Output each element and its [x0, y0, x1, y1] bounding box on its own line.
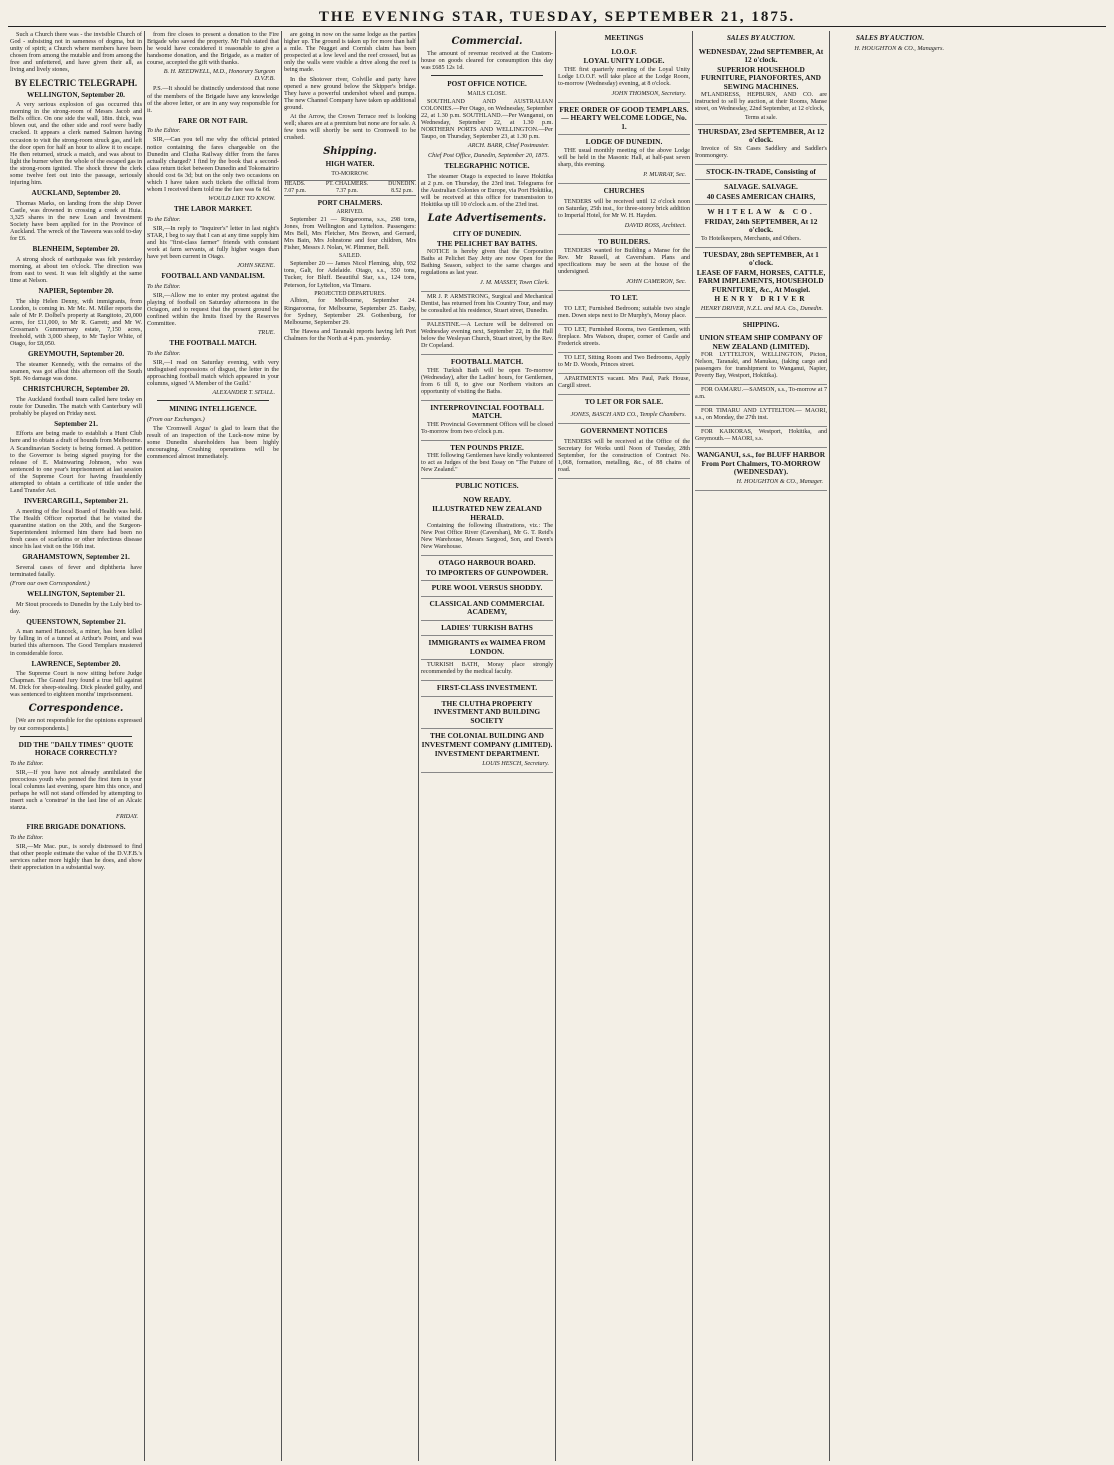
column-3: [282, 31, 419, 1461]
correspondent-note: (From our own Correspondent.): [10, 579, 90, 587]
advert-text: FOR LYTTELTON, WELLINGTON, Picton, Nelson, Taranaki, and Manukau, (taking cargo and passengers for transhipment to Wanganui, Napier, Poverty Bay, Westport, Hokitika).: [695, 352, 827, 380]
advert-heading: LEASE OF FARM, HORSES, CATTLE, FARM IMPLEMENTS, HOUSEHOLD FURNITURE, &c., At Mosgiel.: [696, 267, 826, 294]
news-item: A very serious explosion of gas occurred this morning in the strong-room of Messrs Jacob and Bell's office. On one side the wall, 18in. thick, was blown out, and the other side and roof were badly cracked. It appears a clerk named Salmon having occasion to visit the strong-room struck gas, and left the door open for half an hour to allow it to escape. He then returned, struck a match, and was about to light the burner when the whole of the escaped gas in the strong-room ignited. The shock threw the clerk some twelve feet out into the passage, seriously injuring him.: [10, 101, 142, 187]
meetings-heading: MEETINGS: [604, 34, 644, 42]
advert: [421, 697, 553, 730]
advert-heading: STOCK-IN-TRADE, Consisting of: [706, 166, 816, 176]
advert: [421, 660, 553, 681]
advert-heading: LOYAL UNITY LODGE.: [583, 56, 665, 65]
letter-signature: WOULD LIKE TO KNOW.: [208, 195, 275, 203]
arrivals-text: September 21 — Ringarooma, s.s., 298 tons, Jones, from Wellington and Lyttelton. Passengers: Mrs Bell, Mrs Fletcher, Mrs Brown, and Gerrard, Mrs Bain, Mrs Johnstone and four children, Mrs Fisher, Messrs J. Nolan, W. Plimmer, Bell.: [284, 216, 416, 252]
advert: [695, 427, 827, 448]
advert: [695, 448, 827, 491]
advert: [421, 597, 553, 621]
shipping-heading: SHIPPING.: [742, 320, 780, 329]
advert: [558, 325, 690, 353]
column-7: [830, 31, 950, 1461]
advert-signature: H. HOUGHTON & CO., Managers.: [854, 44, 944, 52]
news-item: A meeting of the local Board of Health was held. The Health Officer reported that he visited the quarantine station on the 20th, and the Surgeon-Superintendent informed him there had been no fresh cases of scarlatina or other infectious disease since his last visit on the 16th inst.: [10, 507, 142, 551]
tide-table: [284, 180, 416, 196]
news-item: Thomas Marks, on landing from the ship Dover Castle, was drowned in crossing a creek at Huia. 3,325 shares in the new Loan and Investment Society have been applied for in the Province of Auckland. The wreck of the Taweera was sold to-day for £6.: [10, 199, 142, 243]
advert-heading: WANGANUI, s.s., for BLUFF HARBOR From Port Chalmers, TO-MORROW (WEDNESDAY).: [696, 450, 826, 477]
advert-text: PALESTINE.—A Lecture will be delivered on Wednesday evening next, September 22, in the Hall below the Wesleyan Church, Stuart street, by the Rev. Dr Copeland.: [421, 322, 553, 350]
advert: [558, 304, 690, 325]
advert-heading: TUESDAY, 28th SEPTEMBER, At 1 o'clock.: [703, 249, 819, 268]
letter-body: SIR,—Mr Mac. pur., is sorely distressed to find that other people estimate the value of the D.V.F.B.'s services rather more highly than he does, and show their appreciation in a substantial way.: [10, 842, 142, 872]
advert-text: THE following Gentlemen have kindly volunteered to act as Judges of the best Essay on "The Future of New Zealand.": [421, 453, 553, 474]
telegraph-notice-text: The steamer Otago is expected to leave Hokitika at 2 p.m. on Thursday, the 23rd inst. Telegrams for the Australian Colonies or Europe, via Port Hokitika, will be received at this office for transmission to Hokitika up till 10 o'clock a.m. of the 23rd inst.: [421, 172, 553, 209]
advert-text: FOR TIMARU AND LYTTELTON.— MAORI, s.s., on Monday, the 27th inst.: [695, 408, 827, 422]
advert: [695, 125, 827, 165]
advert: [695, 205, 827, 248]
correspondence-disclaimer: [We are not responsible for the opinions expressed by our correspondents.]: [10, 717, 142, 732]
mining-body: At the Arrow, the Crown Terrace reef is looking well; shares are at a premium but none are for sale. A few tons will shortly be sent to Cromwell to be crushed.: [284, 113, 416, 142]
advert-signature: JONES, BASCH AND CO., Temple Chambers.: [570, 410, 686, 418]
news-item: The Auckland football team called here today en route for Dunedin. The match with Canterbury will probably be played on Friday next.: [10, 395, 142, 417]
letter-salutation: To the Editor.: [147, 127, 181, 135]
advert-signature: HENRY DRIVER, N.Z.L. and M.A. Co., Dunedin.: [700, 304, 823, 312]
advert: [421, 681, 553, 697]
section-heading-late-ads: Late Advertisements.: [427, 213, 547, 225]
projected-label: PROJECTED DEPARTURES.: [314, 290, 386, 297]
tide-cell: HEADS. 7.07 p.m.: [284, 180, 306, 194]
letter-title: DID THE "DAILY TIMES" QUOTE HORACE CORRECTLY?: [18, 740, 134, 758]
letter-title: FARE OR NOT FAIR.: [178, 116, 248, 125]
news-item: Several cases of fever and diphtheria have terminated fatally.: [10, 563, 142, 578]
divider: [20, 736, 132, 737]
letter-postscript: P.S.—It should be distinctly understood that none of the members of the Brigade have any knowledge of the above letter, or are in any way responsible for it.: [147, 85, 279, 114]
letter-salutation: To the Editor.: [10, 833, 44, 841]
advert: [695, 385, 827, 406]
advert-text: THE Turkish Bath will be open To-morrow (Wednesday), after the Ladies' hours, for Gentlemen, from 6 till 8, to give our Northern visitors an opportunity of visiting the Baths.: [421, 367, 553, 395]
letter-title: THE LABOR MARKET.: [174, 205, 252, 214]
letter-body: SIR,—If you have not already annihilated the precocious youth who penned the first item in your local columns last evening, spare him this once, and perhaps he will not stand offended by attempting to insert such a 'construe' in the last line of an Alcaic stanza.: [10, 768, 142, 812]
high-water-heading: HIGH WATER.: [325, 160, 375, 169]
advert-heading: WEDNESDAY, 22nd SEPTEMBER, At 12 o'clock.: [698, 46, 824, 64]
column-2: [145, 31, 282, 1461]
advert-signature: LOUIS HESCH, Secretary.: [482, 759, 549, 767]
advert-heading: 40 CASES AMERICAN CHAIRS,: [706, 191, 816, 201]
advert-heading: TO BUILDERS.: [597, 237, 651, 246]
advert-heading: ILLUSTRATED NEW ZEALAND HERALD.: [432, 504, 542, 522]
tide-cell: PT. CHALMERS. 7.37 p.m.: [325, 180, 369, 194]
to-let-heading: TO LET.: [610, 293, 638, 302]
arrived-label: ARRIVED.: [336, 209, 364, 216]
letter-title: THE FOOTBALL MATCH.: [169, 339, 257, 348]
section-heading-mining: MINING INTELLIGENCE.: [169, 405, 257, 414]
port-heading: PORT CHALMERS.: [317, 198, 383, 207]
advert: [558, 374, 690, 395]
advert-text: NOTICE is hereby given that the Corporation Baths at Pelichet Bay Jetty are now Open for the Bathing Season, subject to the same charges and regulations as last year.: [421, 249, 553, 277]
lead-text: Such a Church there was - the invisible Church of God - subsisting not in sameness of dogma, but in unity of spirit; a Church where members have been chosen from among the mutable and from among the free and unfettered, and have given their all, as living and lively stones,: [10, 31, 142, 74]
advert-heading: PURE WOOL VERSUS SHODDY.: [431, 583, 543, 593]
news-item: The Supreme Court is now sitting before Judge Chapman. The Grand Jury found a true bill against M. Dick for sheep-stealing. Dick pleaded guilty, and was sentenced to eighteen months' imprisonment.: [10, 670, 142, 699]
advert-heading: LADIES' TURKISH BATHS: [441, 622, 533, 632]
dateline: September 21.: [54, 419, 98, 428]
advert: [695, 45, 827, 125]
section-heading-commercial: Commercial.: [451, 36, 523, 47]
advert-text: M'LANDRESS, HEPBURN, AND CO. are instructed to sell by auction, at their Rooms, Manse street, on Wednesday, 22nd September, at 12 o'clock,: [695, 92, 827, 112]
advert-heading: INVESTMENT DEPARTMENT.: [434, 749, 540, 759]
news-item: The ship Helen Denny, with immigrants, from London, is coming in. Mr Mc. M. Miller reports the sale of Mr P. Dolbel's property at Rangitoto, 20,000 acres, for £11,000, to Mr R. Garrett; and Mr W. Crossman's Gummernary estate, 7,150 acres, freehold, with 3,000 sheep, to Mr Taylor White, of Otago, for £8,050.: [10, 297, 142, 348]
advert-signature: DAVID ROSS, Architect.: [624, 222, 686, 229]
advert: [695, 406, 827, 427]
letter-body: SIR,—Can you tell me why the official printed notice containing the fares chargeable on the Dunedin and Clutha Railway differ from the fares actually charged? I find by the book that a second-class return ticket between Dunedin and Tokomairiro should cost 6s 3d; but on the only two occasions on which I have taken such tickets the official from whom I received them told me the fare was 6s 6d.: [147, 136, 279, 194]
letter-body: from fire closes to present a donation to the Fire Brigade who saved the property. Mr Fish stated that he would have considered it reasonable to give a handsome donation, and the Brigade, as a matter of course, accepted the gift with thanks.: [147, 31, 279, 67]
advert: [558, 45, 690, 103]
advert-heading: SALVAGE. SALVAGE.: [724, 182, 798, 192]
dateline: BLENHEIM, September 20.: [32, 245, 120, 254]
advert-terms: Terms at sale.: [745, 115, 777, 121]
to-let-or-sale-heading: TO LET OR FOR SALE.: [584, 398, 664, 406]
advert-signature: P. MURRAY, Sec.: [643, 170, 686, 178]
advert-signature: J. M. MASSEY, Town Clerk.: [480, 279, 549, 287]
news-item: A man named Hancock, a miner, has been killed by falling in of a tunnel at Arthur's Point, and was buried this afternoon. The Good Templars mustered in considerable force.: [10, 628, 142, 657]
advert-heading: THE CLUTHA PROPERTY INVESTMENT AND BUILDING SOCIETY: [433, 698, 541, 725]
tomorrow-label: TO-MORROW.: [331, 170, 369, 177]
letter-body: SIR,—In reply to "Inquirer's" letter in last night's STAR, I beg to say that I can at any time supply him and his "first-class farmer" friends with constant work at farm servants, at fully higher wages than have yet been current in Otago.: [147, 224, 279, 261]
advert-text: APARTMENTS vacant. Mrs Paul, Park House, Cargill street.: [558, 376, 690, 389]
column-5: [556, 31, 693, 1461]
dateline: WELLINGTON, September 21.: [27, 590, 125, 599]
section-heading-shipping: Shipping.: [323, 146, 377, 158]
advert: [421, 729, 553, 773]
advert: [695, 180, 827, 205]
advert-signature: H. HOUGHTON & CO., Manager.: [736, 477, 823, 485]
letter-salutation: To the Editor.: [147, 349, 181, 357]
advert-signature: JOHN THOMSON, Secretary.: [611, 89, 686, 97]
commercial-text: The amount of revenue received at the Custom-house on goods cleared for consumption this day was £685 12s 1d.: [421, 50, 553, 72]
letter-salutation: To the Editor.: [10, 759, 44, 767]
mails-close-label: MAILS CLOSE.: [467, 90, 507, 97]
advert-heading: FIRST-CLASS INVESTMENT.: [436, 683, 538, 693]
advert-text: MR J. P. ARMSTRONG, Surgical and Mechanical Dentist, has returned from his Country Tour, and may be consulted at his residence, Stuart street, Dunedin.: [421, 294, 553, 315]
letter-signature: JOHN SKENE.: [237, 262, 275, 270]
dateline: WELLINGTON, September 20.: [27, 90, 125, 99]
letter-signature: TRUE.: [257, 329, 275, 337]
advert-heading: WHITELAW & CO.: [707, 207, 815, 217]
section-heading-correspondence: Correspondence.: [28, 703, 124, 715]
letter-title: FOOTBALL AND VANDALISM.: [161, 272, 265, 281]
advert: [558, 197, 690, 235]
advert: [421, 292, 553, 320]
sailings-text: September 20 — James Nicol Fleming, ship, 932 tons, Galt, for Adelaide. Otago, s.s., 350 tons, Tucker, for Bluff. Beautiful Star, s.s., 124 tons, Peterson, for Lyttelton, via Timaru.: [284, 260, 416, 289]
news-item: The steamer Kennedy, with the remains of the seamen, was got afloat this afternoon off the South Spit. No damage was done.: [10, 360, 142, 382]
public-notices-heading: PUBLIC NOTICES.: [455, 482, 519, 491]
advert-text: TO LET, Furnished Rooms, two Gentlemen, with fireplace. Mrs Watson, draper, corner of Castle and Frederick streets.: [558, 327, 690, 347]
mining-body: are going in now on the same lodge as the parties higher up. The ground is taken up for more than half a mile. The Nugget and Cornish claim has been prospected at a low level and the reef crossed, but as only the walls were visible a drive along the reef is being made.: [284, 31, 416, 74]
advert-heading: INTERPROVINCIAL FOOTBALL MATCH.: [430, 402, 544, 421]
dateline: AUCKLAND, September 20.: [31, 189, 121, 198]
advert-text: Invoice of Six Cases Saddlery and Saddler's Ironmongery.: [695, 145, 827, 159]
advert: [695, 165, 827, 181]
dateline: LAWRENCE, September 20.: [31, 659, 121, 668]
letter-salutation: To the Editor.: [147, 282, 181, 290]
letter-body: SIR,—Allow me to enter my protest against the playing of football on Saturday afternoons in the Octagon, and to request that the present ground be confined within the limits fixed by the Reserves Committee.: [147, 291, 279, 328]
post-office-date: Chief Post Office, Dunedin, September 20, 1875.: [428, 152, 549, 160]
news-item: Mr Stout proceeds to Dunedin by the Luly bird to-day.: [10, 600, 142, 615]
advert: [558, 235, 690, 291]
letter-signature: ALEXANDER T. SITALL.: [212, 389, 275, 397]
dateline: GRAHAMSTOWN, September 21.: [22, 553, 130, 562]
column-4: [419, 31, 556, 1461]
advert-text: TURKISH BATH, Moray place strongly recommended by the medical faculty.: [421, 662, 553, 676]
sales-heading: SALES BY AUCTION.: [855, 34, 925, 42]
advert-text: TO LET, Sitting Room and Two Bedrooms, Apply to Mr D. Woods, Princes street.: [558, 355, 690, 368]
advert-heading: CLASSICAL AND COMMERCIAL ACADEMY,: [429, 598, 545, 617]
news-item: Efforts are being made to establish a Hunt Club here and to obtain a draft of hounds from Melbourne. A Scandinavian Society is being formed. A petition to the Governor is being signed praying for the release of E. Mainwaring Johnson, who was sentenced to one year's imprisonment at last session of the Supreme Court for having fraudulently attempted to obtain a certificate of title under the Land Transfer Act.: [10, 430, 142, 495]
projected-text: Albion, for Melbourne, September 24. Ringarooma, for Melbourne, September 25. Easby, for Sydney, September 29. Gothenburg, for Melbourne, September 29.: [284, 297, 416, 326]
dateline: QUEENSTOWN, September 21.: [26, 617, 126, 626]
dateline: GREYMOUTH, September 20.: [27, 350, 125, 359]
mining-source: (From our Exchanges.): [147, 415, 205, 423]
letter-body: SIR,—I read on Saturday evening, with very undisguised expressions of disgust, the letter in the approaching football match which appeared in your columns, signed 'A Member of the Guild.': [147, 358, 279, 388]
advert-heading: NOW READY.: [463, 494, 511, 504]
column-1: [8, 31, 145, 1461]
advert-text: TO LET, Furnished Bedroom; suitable two single men. Down steps next to Dr Murphy's, Moray place.: [558, 306, 690, 319]
sales-heading: SALES BY AUCTION.: [726, 34, 796, 42]
dateline: CHRISTCHURCH, September 20.: [22, 385, 130, 394]
advert-text: Containing the following illustrations, viz.: The New Post Office River (Cavershan), Mr G. T. Reid's New Warehouse, Messrs Sargood, Son, and Ewen's New Warehouse.: [421, 523, 553, 551]
letter-salutation: To the Editor.: [147, 215, 181, 223]
advert: [421, 581, 553, 597]
post-office-heading: POST OFFICE NOTICE.: [447, 80, 527, 89]
news-item: A strong shock of earthquake was felt yesterday morning, at about ten o'clock. The direction was from east to west. It was felt slightly at the same time at Nelson.: [10, 255, 142, 285]
telegraph-notice-heading: TELEGRAPHIC NOTICE.: [444, 162, 530, 171]
advert-text: THE first quarterly meeting of the Loyal Unity Lodge I.O.O.F. will take place at the Lodge Room, to-morrow (Wednesday) evening, at 8 o'clock.: [558, 66, 690, 87]
advert: [421, 493, 553, 557]
advert-heading: TO IMPORTERS OF GUNPOWDER.: [425, 567, 549, 577]
advert-heading: THURSDAY, 23rd SEPTEMBER, At 12 o'clock.: [697, 126, 825, 145]
letter-signature: B. H. REEDWELL, M.D., Honorary Surgeon D.V.F.B.: [163, 68, 275, 83]
advert-heading: HENRY DRIVER: [714, 294, 808, 304]
advert: [695, 248, 827, 318]
advert-heading: FREE ORDER OF GOOD TEMPLARS.— HEARTY WELCOME LODGE, No. 1.: [559, 104, 689, 131]
advert: [695, 331, 827, 385]
section-heading-telegraph: BY ELECTRIC TELEGRAPH.: [14, 77, 138, 88]
mining-body: In the Shotover river, Colville and party have opened a new ground below the Skipper's bridge. They have a powerful undershot wheel and pumps. The new Channel Company have taken up additional ground.: [284, 75, 416, 111]
advert-heading: TEN POUNDS PRIZE.: [450, 442, 524, 452]
advert-heading: LODGE OF DUNEDIN.: [585, 137, 663, 146]
mining-body: The 'Cromwell Argus' is glad to learn that the result of an inspection of the Luck-now mine by some Dunedin shareholders has been highly encouraging. Crushing operations will be commenced almost immediately.: [147, 424, 279, 461]
masthead: THE EVENING STAR, TUESDAY, SEPTEMBER 21, 1875.: [8, 8, 1106, 27]
letter-signature: FRIDAY.: [116, 813, 138, 821]
advert-heading: OTAGO HARBOUR BOARD.: [438, 558, 536, 568]
divider: [431, 75, 543, 76]
advert-text: FOR OAMARU.—SAMSON, s.s., To-morrow at 7 a.m.: [695, 387, 827, 401]
advert-heading: FOOTBALL MATCH.: [450, 357, 524, 367]
letter-title: FIRE BRIGADE DONATIONS.: [26, 823, 126, 832]
advert-heading: CITY OF DUNEDIN.: [452, 229, 522, 239]
divider: [157, 400, 269, 401]
sailed-label: SAILED.: [338, 253, 362, 260]
advert-heading: I.O.O.F.: [611, 46, 637, 56]
advert-text: TENDERS will be received at the Office of the Secretary for Works until Noon of Tuesday, 28th September, for the construction of Contract No. 1,068, formation, metalling, &c., of 88 chains of road.: [558, 439, 690, 473]
churches-heading: CHURCHES: [603, 186, 645, 195]
advert-heading: IMMIGRANTS ex WAIMEA FROM LONDON.: [428, 638, 546, 656]
tide-cell: DUNEDIN. 8.52 p.m.: [388, 180, 416, 194]
advert: [558, 437, 690, 479]
telegraph-items: [10, 91, 142, 578]
advert-text: FOR KAIKORAS, Westport, Hokitika, and Greymouth.— MAORI, s.s.: [695, 429, 827, 443]
advert-heading: UNION STEAM SHIP COMPANY OF NEW ZEALAND (LIMITED).: [699, 333, 823, 351]
postmaster-signature: ARCH. BARR, Chief Postmaster.: [467, 142, 549, 150]
advert-text: To Hotelkeepers, Merchants, and Others.: [701, 235, 801, 242]
advert: [421, 320, 553, 355]
advert: [558, 103, 690, 136]
advert-text: THE Provincial Government Offices will be closed To-morrow from two o'clock p.m.: [421, 421, 553, 435]
advert-heading: THE COLONIAL BUILDING AND INVESTMENT COMPANY (LIMITED).: [421, 731, 553, 749]
advert: [421, 556, 553, 581]
advert: [421, 401, 553, 441]
government-notices-heading: GOVERNMENT NOTICES: [580, 426, 668, 435]
dateline: INVERCARGILL, September 21.: [23, 497, 129, 506]
advert-heading: SUPERIOR HOUSEHOLD FURNITURE, PIANOFORTES, AND SEWING MACHINES.: [700, 64, 822, 91]
advert: [421, 621, 553, 637]
advert-signature: JOHN CAMERON, Sec.: [626, 277, 686, 285]
post-office-text: SOUTHLAND AND AUSTRALIAN COLONIES.—Per Otago, on Wednesday, September 22, at 1.30 p.m. SOUTHLAND.—Per Wanganui, on Wednesday, September 22, at 1.30 p.m. NORTHERN PORTS AND WELLINGTON.—Per Taupo, on Thursday, September 23, at 1.30 p.m.: [421, 97, 553, 141]
advert: [421, 227, 553, 292]
column-6: [693, 31, 830, 1461]
advert-text: TENDERS will be received until 12 o'clock noon on Saturday, 25th inst., for three-storey brick addition to Imperial Hotel, for Mr W. H. Hayden.: [558, 199, 690, 219]
advert-text: TENDERS wanted for Building a Manse for the Rev. Mr Russell, at Caversham. Plans and specifications may be seen at the house of the undersigned.: [558, 247, 690, 275]
advert-text: THE usual monthly meeting of the above Lodge will be held in the Masonic Hall, at half-past seven sharp, this evening.: [558, 147, 690, 168]
advert: [421, 441, 553, 480]
columns: [8, 31, 1106, 1461]
advert: [421, 355, 553, 401]
advert: [558, 409, 690, 424]
dateline: NAPIER, September 20.: [38, 287, 114, 296]
advert: [421, 636, 553, 660]
advert: [558, 135, 690, 184]
shipping-note: The Hawea and Taranaki reports having left Port Chalmers for the North at 4 p.m. yesterday.: [284, 327, 416, 342]
advert: [558, 353, 690, 374]
advert-heading: THE PELICHET BAY BATHS.: [436, 238, 538, 248]
advert-heading: FRIDAY, 24th SEPTEMBER, At 12 o'clock.: [704, 216, 818, 235]
